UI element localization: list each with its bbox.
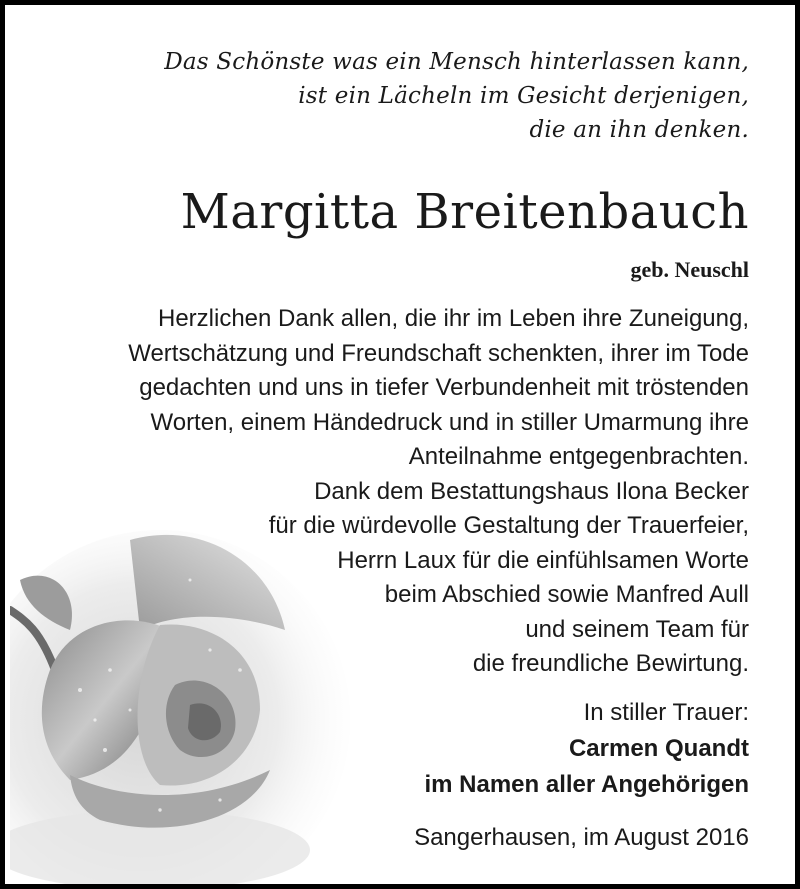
thanks-line: und seinem Team für <box>525 615 749 643</box>
quote-line: die an ihn denken. <box>529 117 749 143</box>
thanks-text <box>128 302 749 682</box>
thanks-line: Anteilnahme entgegenbrachten. <box>408 443 749 470</box>
mourner-name: Carmen Quandt <box>568 735 749 762</box>
thanks-line: Herzlichen Dank allen, die ihr im Leben ihre Zuneigung, <box>158 305 749 332</box>
place-date: Sangerhausen, im August 2016 <box>414 824 749 851</box>
thanks-line: gedachten und uns in tiefer Verbundenheit mit tröstenden <box>139 374 749 401</box>
birth-name: geb. Neuschl <box>630 257 749 282</box>
memorial-quote <box>164 45 749 147</box>
quote-line: Das Schönste was ein Mensch hinterlassen kann, <box>164 49 749 75</box>
thanks-line: Worten, einem Händedruck und in stiller Umarmung ihre <box>150 408 749 436</box>
thanks-line: für die würdevolle Gestaltung der Trauerfeier, <box>268 512 749 539</box>
thanks-line: Herrn Laux für die einfühlsamen Worte <box>337 546 749 574</box>
deceased-name: Margitta Breitenbauch <box>180 184 749 240</box>
mourners-block <box>424 695 749 803</box>
thanks-line: beim Abschied sowie Manfred Aull <box>384 581 749 608</box>
quote-line: ist ein Lächeln im Gesicht derjenigen, <box>298 83 749 109</box>
mourners-relatives: im Namen aller Angehörigen <box>424 771 749 798</box>
thanks-line: Wertschätzung und Freundschaft schenkten, ihrer im Tode <box>128 339 749 367</box>
thanks-line: die freundliche Bewirtung. <box>472 650 749 677</box>
mourners-intro: In stiller Trauer: <box>583 699 749 726</box>
thanks-line: Dank dem Bestattungshaus Ilona Becker <box>314 477 749 505</box>
